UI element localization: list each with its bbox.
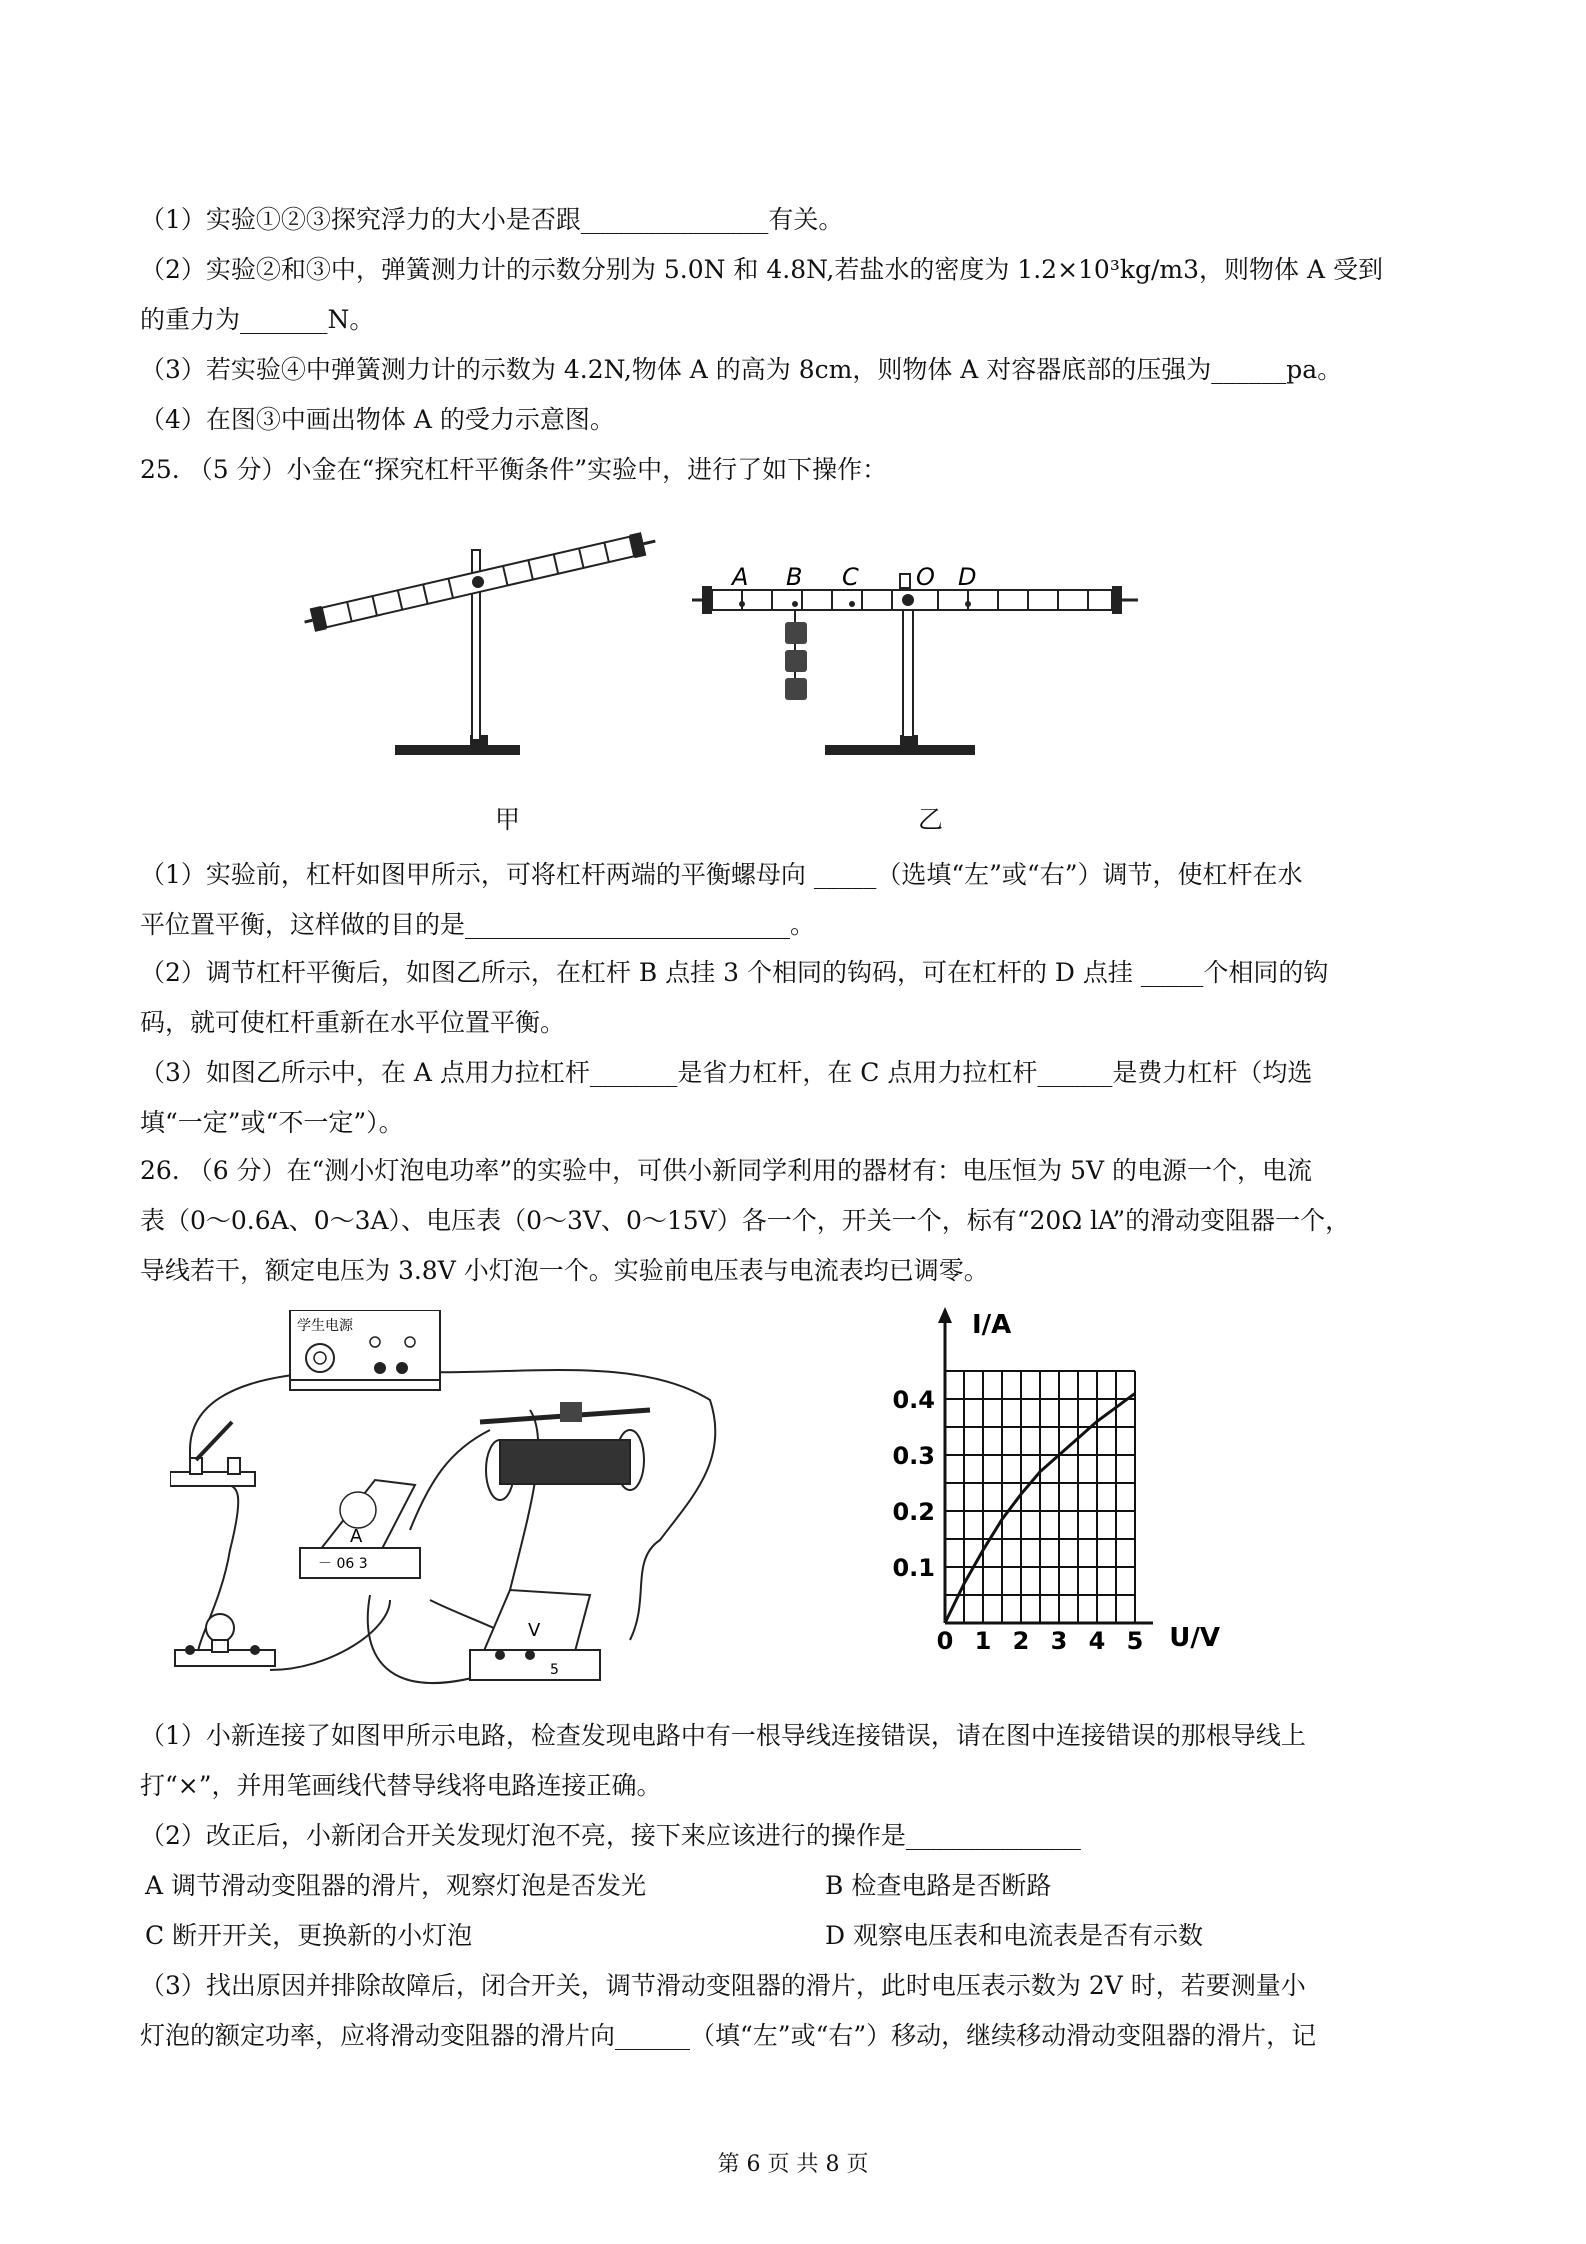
q24-part2-line2: 的重力为_______N。 [140, 305, 375, 334]
page-footer: 第 6 页 共 8 页 [717, 2152, 869, 2177]
ammeter-terminals: － 06 3 [318, 1556, 368, 1572]
q25-part1-line2: 平位置平衡，这样做的目的是__________________________。 [140, 910, 816, 939]
q26-part1-line2: 打“×”，并用笔画线代替导线将电路连接正确。 [140, 1771, 662, 1800]
x-tick-label: 4 [1088, 1627, 1106, 1655]
y-tick-label: 0.1 [892, 1554, 935, 1582]
caption-yi: 乙 [918, 805, 944, 834]
q24-part3: （3）若实验④中弹簧测力计的示数为 4.2N,物体 A 的高为 8cm，则物体 A 对容器底部的压强为______pa。 [140, 355, 1343, 384]
voltmeter-label: V [528, 1620, 541, 1641]
y-axis-label: I/A [972, 1310, 1012, 1340]
q25-part2-line1: （2）调节杠杆平衡后，如图乙所示，在杠杆 B 点挂 3 个相同的钩码，可在杠杆的 D 点挂 _____个相同的钩 [140, 958, 1329, 987]
option-c: C 断开开关，更换新的小灯泡 [145, 1921, 473, 1950]
chart-grid [945, 1371, 1135, 1623]
q26-part2: （2）改正后，小新闭合开关发现灯泡不亮，接下来应该进行的操作是______________ [140, 1821, 1081, 1850]
point-label-b: B [786, 563, 803, 591]
q26-part3-line2: 灯泡的额定功率，应将滑动变阻器的滑片向______（填“左”或“右”）移动，继续移动滑动变阻器的滑片，记 [140, 2021, 1317, 2050]
lever-figure-yi [680, 560, 1150, 760]
q25-part3-line1: （3）如图乙所示中，在 A 点用力拉杠杆_______是省力杠杆，在 C 点用力拉杠杆______是费力杠杆（均选 [140, 1058, 1313, 1087]
q25-stem: 25. （5 分）小金在“探究杠杆平衡条件”实验中，进行了如下操作： [140, 455, 888, 484]
y-axis-arrow [938, 1307, 952, 1323]
q25-part3-line2: 填“一定”或“不一定”）。 [140, 1108, 404, 1137]
q24-part1: （1）实验①②③探究浮力的大小是否跟_______________有关。 [140, 205, 844, 234]
caption-jia: 甲 [495, 805, 521, 834]
q24-part4: （4）在图③中画出物体 A 的受力示意图。 [140, 405, 615, 434]
x-tick-label: 3 [1050, 1627, 1068, 1655]
q26-stem-line1: 26. （6 分）在“测小灯泡电功率”的实验中，可供小新同学利用的器材有：电压恒为 5V 的电源一个，电流 [140, 1156, 1312, 1185]
power-supply-label: 学生电源 [297, 1318, 353, 1334]
circuit-diagram [170, 1310, 730, 1700]
q24-part2-line1: （2）实验②和③中，弹簧测力计的示数分别为 5.0N 和 4.8N,若盐水的密度为 1.2×10³kg/m3，则物体 A 受到 [140, 255, 1383, 284]
point-label-o: O [916, 563, 935, 591]
point-label-a: A [732, 563, 749, 591]
q26-stem-line3: 导线若干，额定电压为 3.8V 小灯泡一个。实验前电压表与电流表均已调零。 [140, 1256, 989, 1285]
x-tick-label: 0 [936, 1627, 954, 1655]
q25-part1-line1: （1）实验前，杠杆如图甲所示，可将杠杆两端的平衡螺母向 _____（选填“左”或“右”）调节，使杠杆在水 [140, 860, 1303, 889]
point-label-d: D [958, 563, 977, 591]
q26-part1-line1: （1）小新连接了如图甲所示电路，检查发现电路中有一根导线连接错误，请在图中连接错误的那根导线上 [140, 1721, 1306, 1750]
option-b: B 检查电路是否断路 [825, 1871, 1052, 1900]
lever-figure-jia [300, 520, 670, 770]
x-tick-label: 5 [1126, 1627, 1144, 1655]
option-d: D 观察电压表和电流表是否有示数 [825, 1921, 1203, 1950]
q26-stem-line2: 表（0～0.6A、0～3A）、电压表（0～3V、0～15V）各一个，开关一个，标有“20Ω lA”的滑动变阻器一个， [140, 1206, 1351, 1235]
option-a: A 调节滑动变阻器的滑片，观察灯泡是否发光 [145, 1871, 647, 1900]
x-axis-label: U/V [1169, 1623, 1220, 1653]
q25-part2-line2: 码，就可使杠杆重新在水平位置平衡。 [140, 1008, 566, 1037]
y-tick-label: 0.4 [892, 1386, 935, 1414]
y-tick-label: 0.3 [892, 1442, 935, 1470]
y-tick-label: 0.2 [892, 1498, 935, 1526]
voltmeter-terminal: 5 [550, 1662, 559, 1678]
point-label-c: C [842, 563, 859, 591]
x-tick-label: 1 [974, 1627, 992, 1655]
x-tick-label: 2 [1012, 1627, 1030, 1655]
ammeter-label: A [350, 1526, 363, 1547]
q26-part3-line1: （3）找出原因并排除故障后，闭合开关，调节滑动变阻器的滑片，此时电压表示数为 2V 时，若要测量小 [140, 1971, 1306, 2000]
iu-graph [880, 1305, 1240, 1675]
